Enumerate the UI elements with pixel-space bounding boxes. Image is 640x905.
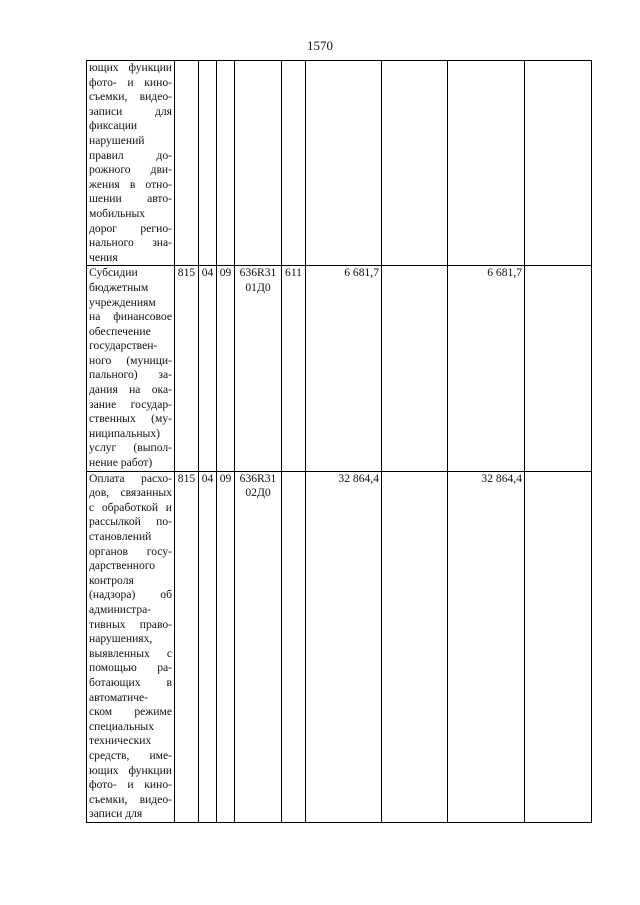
total-amount: 6 681,7 xyxy=(306,266,382,471)
description-line: бюджетным xyxy=(89,280,149,294)
description-line: записи для xyxy=(89,807,143,821)
description-line: фиксации xyxy=(89,119,138,133)
description-line: жения в отно- xyxy=(89,177,172,191)
table-row xyxy=(87,471,592,822)
description-line: ющих функции xyxy=(89,61,172,74)
expense-type-code xyxy=(282,471,306,822)
description-line: государствен- xyxy=(89,339,158,353)
description-line: с обработкой и xyxy=(89,500,172,514)
description-line: ском режиме xyxy=(89,705,172,719)
description-line: фото- и кино- xyxy=(89,75,172,89)
description-line: правил до- xyxy=(89,148,172,162)
description-line: учреждениям xyxy=(89,295,156,309)
section-code: 04 xyxy=(199,471,217,822)
description-line: нение работ) xyxy=(89,456,153,470)
row-description xyxy=(87,266,175,471)
description-line: помощью ра- xyxy=(89,661,172,675)
description-line: средств, име- xyxy=(89,748,172,762)
description-line: чения xyxy=(89,250,118,264)
description-line: ного (муници- xyxy=(89,353,172,367)
row-description xyxy=(87,471,175,822)
description-line: ниципальных) xyxy=(89,426,160,440)
description-line: рассылкой по- xyxy=(89,515,172,529)
description-line: выявленных с xyxy=(89,646,172,660)
description-line: дорог регио- xyxy=(89,221,172,235)
row-description xyxy=(87,61,175,266)
description-line: Субсидии xyxy=(89,266,138,280)
page-number: 1570 xyxy=(307,38,333,53)
expense-type-code xyxy=(282,61,306,266)
description-line: органов госу- xyxy=(89,544,172,558)
description-line: съемки, видео- xyxy=(89,90,172,104)
amount-col-8: 32 864,4 xyxy=(448,471,525,822)
description-line: рожного дви- xyxy=(89,163,172,177)
table-body xyxy=(87,61,592,823)
amount-col-9 xyxy=(525,471,592,822)
description-line: на финансовое xyxy=(89,310,172,324)
description-line: ющих функции xyxy=(89,763,172,777)
description-line: специальных xyxy=(89,719,155,733)
description-line: шении авто- xyxy=(89,192,172,206)
ministry-code xyxy=(175,61,199,266)
total-amount xyxy=(306,61,382,266)
expense-type-code: 611 xyxy=(282,266,306,471)
description-line: нального зна- xyxy=(89,236,172,250)
amount-col-7 xyxy=(382,471,448,822)
description-line: дания на ока- xyxy=(89,383,172,397)
ministry-code: 815 xyxy=(175,471,199,822)
section-code: 04 xyxy=(199,266,217,471)
subsection-code: 09 xyxy=(217,471,235,822)
description-line: технических xyxy=(89,734,152,748)
article-code: 636R31 01Д0 xyxy=(235,266,282,471)
description-line: пального) за- xyxy=(89,368,172,382)
description-line: Оплата расхо- xyxy=(89,471,172,485)
description-line: записи для xyxy=(89,104,172,118)
amount-col-7 xyxy=(382,61,448,266)
description-line: дарственного xyxy=(89,559,156,573)
table-row xyxy=(87,266,592,471)
description-line: (надзора) об xyxy=(89,588,172,602)
description-line: мобильных xyxy=(89,206,146,220)
description-line: съемки, видео- xyxy=(89,792,172,806)
subsection-code: 09 xyxy=(217,266,235,471)
subsection-code xyxy=(217,61,235,266)
description-line: контроля xyxy=(89,573,134,587)
amount-col-9 xyxy=(525,266,592,471)
description-line: администра- xyxy=(89,602,152,616)
description-line: автоматиче- xyxy=(89,690,149,704)
description-line: нарушений xyxy=(89,133,145,147)
description-line: тивных право- xyxy=(89,617,172,631)
description-line: становлений xyxy=(89,530,152,543)
table-row xyxy=(87,61,592,266)
article-code xyxy=(235,61,282,266)
amount-col-7 xyxy=(382,266,448,471)
ministry-code: 815 xyxy=(175,266,199,471)
amount-col-8: 6 681,7 xyxy=(448,266,525,471)
description-line: услуг (выпол- xyxy=(89,441,172,455)
article-code: 636R31 02Д0 xyxy=(235,471,282,822)
budget-table xyxy=(86,60,592,823)
description-line: ственных (му- xyxy=(89,412,172,426)
description-line: ботающих в xyxy=(89,675,172,689)
description-line: нарушениях, xyxy=(89,632,153,646)
total-amount: 32 864,4 xyxy=(306,471,382,822)
description-line: обеспечение xyxy=(89,324,151,338)
amount-col-9 xyxy=(525,61,592,266)
description-line: фото- и кино- xyxy=(89,778,172,792)
amount-col-8 xyxy=(448,61,525,266)
description-line: дов, связанных xyxy=(89,486,172,500)
description-line: зание государ- xyxy=(89,397,172,411)
section-code xyxy=(199,61,217,266)
